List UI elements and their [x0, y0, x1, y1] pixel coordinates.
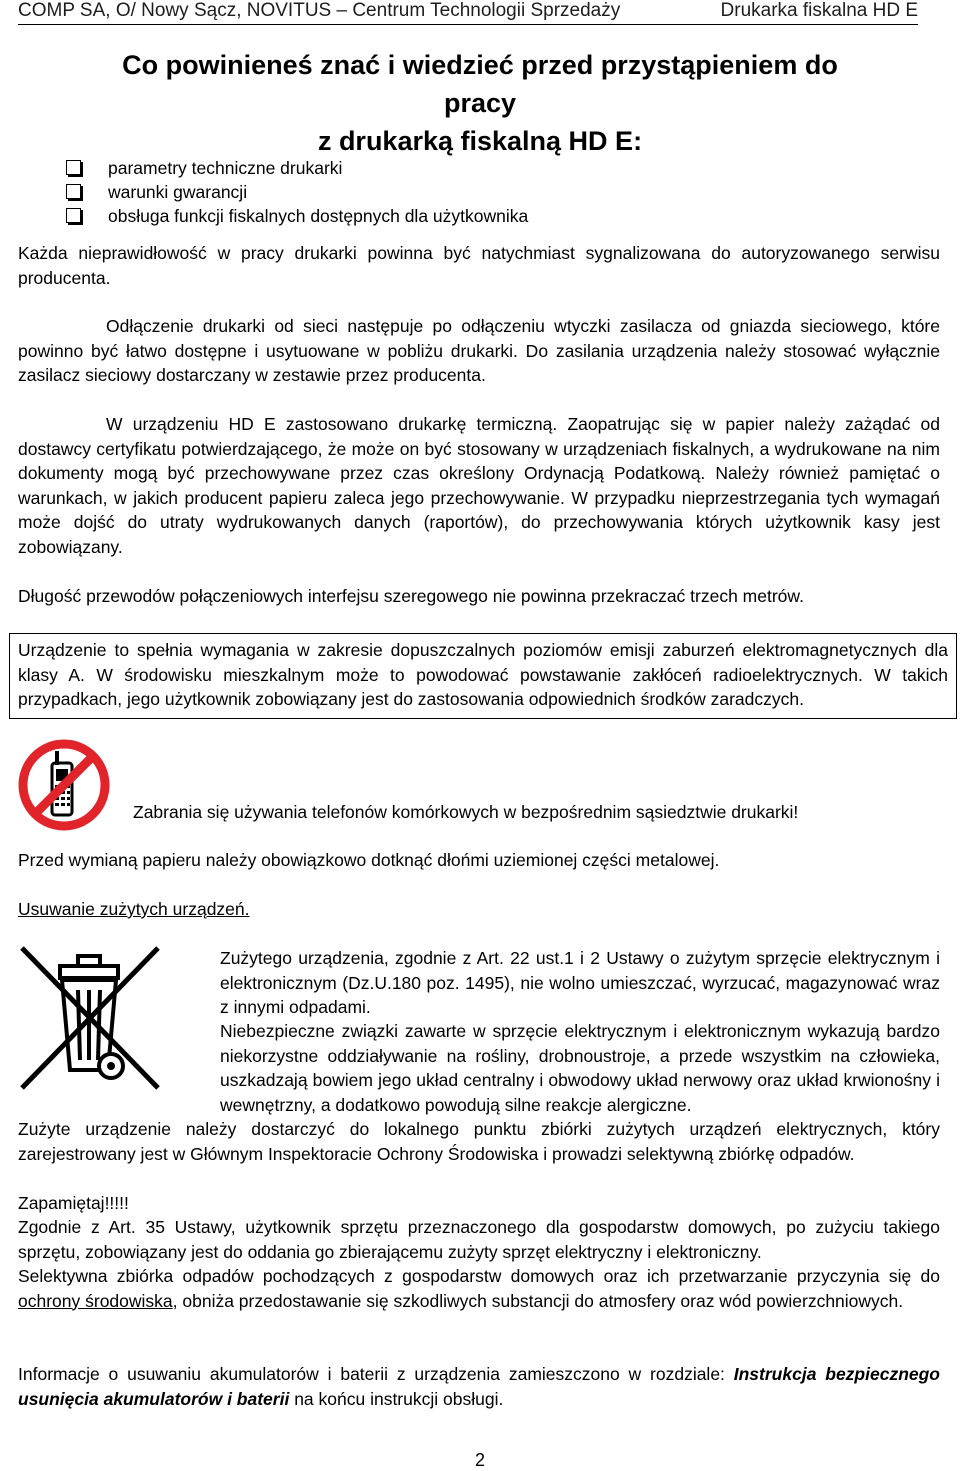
remember-heading: Zapamiętaj!!!!!	[18, 1193, 129, 1213]
paragraph-power-disconnect: Odłączenie drukarki od sieci następuje po odłączeniu wtyczki zasilacza od gniazda sieciowego, które powinno być łatwo dostępne i usytuowane w pobliżu drukarki. Do zasilania urządzenia należy stosować wyłącznie zasilacz sieciowy dostarczany w zestawie przez producenta.	[18, 316, 940, 385]
paragraph-thermal-paper: W urządzeniu HD E zastosowano drukarkę termiczną. Zaopatrując się w papier należy zażądać od dostawcy certyfikatu potwierdzającego, że może on być stosowany w urządzeniach fiskalnych, a wydrukowane na nim dokumenty mogą być przechowywane przez czas określony Ordynacją Podatkową. Należy również pamiętać o warunkach, w jakich producent papieru zaleca jego przechowywanie. W przypadku nieprzestrzegania tych wymagań może dojść do utraty wydrukowanych danych (raportów), do przechowywania których użytkownik kasy jest zobowiązany.	[18, 414, 940, 557]
checkbox-icon	[66, 208, 81, 223]
paragraph-collection-point: Zużyte urządzenie należy dostarczyć do lokalnego punktu zbiórki zużytych urządzeń elektrycznych, który zarejestrowany jest w Głównym Inspektoracie Ochrony Środowiska i prowadzi selektywną zbiórkę odpadów.	[18, 1119, 940, 1164]
paragraph-hazardous-substances: Niebezpieczne związki zawarte w sprzęcie elektrycznym i elektronicznym wykazują bardzo niekorzystne oddziaływanie na rośliny, drobnoustroje, a przede wszystkim na człowieka, uszkadzają bowiem jego układ centralny i obwodowy układ nerwowy oraz układ krwionośny i wewnętrzny, a dodatkowo powodują silne reakcje alergiczne.	[220, 1021, 940, 1115]
no-mobile-phone-icon	[16, 737, 112, 833]
paragraph-defect-reporting: Każda nieprawidłowość w pracy drukarki powinna być natychmiast sygnalizowana do autoryzowanego serwisu producenta.	[18, 243, 940, 288]
page-title	[90, 46, 870, 160]
checklist	[66, 156, 528, 228]
checkbox-icon	[66, 160, 81, 175]
header-product: Drukarka fiskalna HD E	[720, 0, 918, 21]
paragraph-cable-length: Długość przewodów połączeniowych interfejsu szeregowego nie powinna przekraczać trzech metrów.	[18, 586, 804, 606]
title-line-1: Co powinieneś znać i wiedzieć przed przystąpieniem do pracy	[122, 50, 838, 118]
paragraph-selective-collection: Selektywna zbiórka odpadów pochodzących z gospodarstw domowych oraz ich przetwarzanie przyczynia się do ochrony środowiska, obniża przedostawanie się szkodliwych substancji do atmosfery oraz wód powierzchniowych.	[18, 1266, 940, 1311]
paragraph-no-phones: Zabrania się używania telefonów komórkowych w bezpośrednim sąsiedztwie drukarki!	[133, 802, 799, 822]
paragraph-grounding: Przed wymianą papieru należy obowiązkowo dotknąć dłońmi uziemionej części metalowej.	[18, 850, 720, 870]
checkbox-icon	[66, 184, 81, 199]
checklist-item: obsługa funkcji fiskalnych dostępnych dla użytkownika	[66, 204, 528, 228]
batteries-chapter-reference: Instrukcja bezpiecznego usunięcia akumulatorów i baterii	[18, 1364, 940, 1409]
emc-warning-box: Urządzenie to spełnia wymagania w zakresie dopuszczalnych poziomów emisji zaburzeń elektromagnetycznych dla klasy A. W środowisku mieszkalnym może to powodować powstawanie zakłóceń radioelektrycznych. W takich przypadkach, jego użytkownik zobowiązany jest do zastosowania odpowiednich środków zaradczych.	[9, 633, 957, 719]
paragraph-batteries-info: Informacje o usuwaniu akumulatorów i baterii z urządzenia zamieszczono w rozdziale: Instrukcja bezpiecznego usunięcia akumulatorów i baterii na końcu instrukcji obsługi.	[18, 1364, 940, 1409]
title-line-2: z drukarką fiskalną HD E:	[317, 126, 643, 156]
paragraph-disposal-law: Zużytego urządzenia, zgodnie z Art. 22 ust.1 i 2 Ustawy o zużytym sprzęcie elektrycznym i elektronicznym (Dz.U.180 poz. 1495), nie wolno umieszczać, wyrzucać, magazynować wraz z innymi odpadami.	[220, 948, 940, 1017]
checklist-item: warunki gwarancji	[66, 180, 528, 204]
page-header	[18, 0, 918, 25]
environment-protection-link[interactable]: ochrony środowiska	[18, 1290, 173, 1311]
crossed-out-wheelie-bin-icon	[18, 944, 162, 1092]
paragraph-user-obligation: Zgodnie z Art. 35 Ustawy, użytkownik sprzętu przeznaczonego dla gospodarstw domowych, po zużyciu takiego sprzętu, zobowiązany jest do oddania go zbierającemu zużyty sprzęt elektryczny i elektroniczny.	[18, 1217, 940, 1262]
header-company: COMP SA, O/ Nowy Sącz, NOVITUS – Centrum Technologii Sprzedaży	[18, 0, 621, 21]
page-number: 2	[474, 1450, 485, 1470]
section-heading-disposal: Usuwanie zużytych urządzeń.	[18, 899, 250, 919]
checklist-item: parametry techniczne drukarki	[66, 156, 528, 180]
